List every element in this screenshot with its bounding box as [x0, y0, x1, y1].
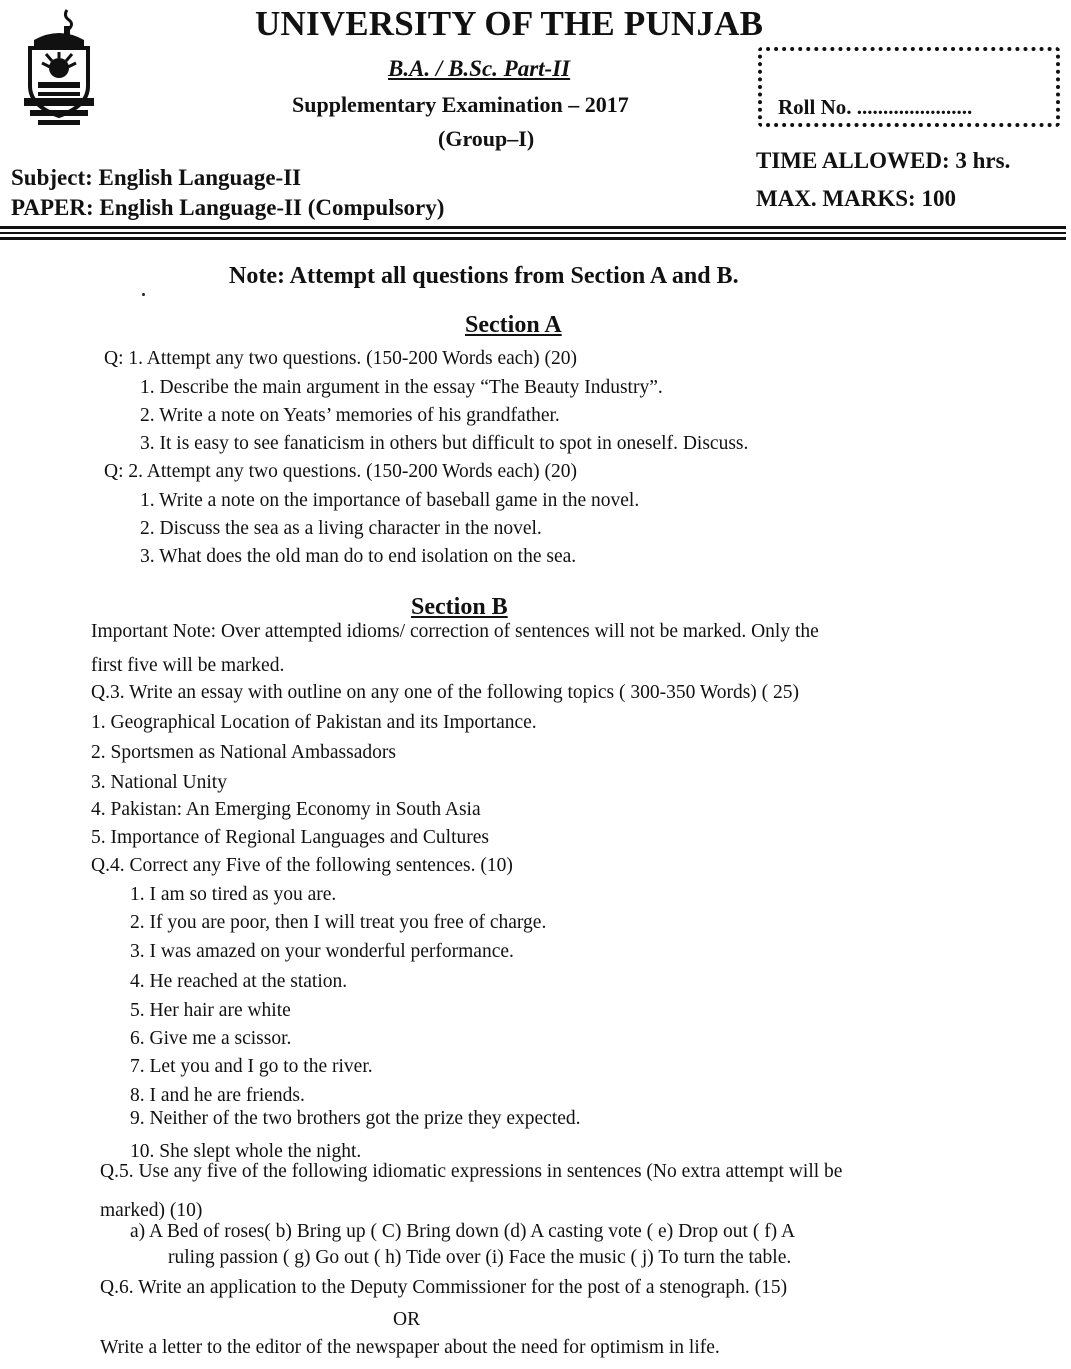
essay-topic: 3. National Unity [91, 772, 227, 793]
section-a-title: Section A [465, 312, 562, 338]
idioms-list-continued: ruling passion ( g) Go out ( h) Tide over (i) Face the music ( j) To turn the table. [168, 1247, 792, 1268]
roll-number-label: Roll No. ...................... [778, 95, 973, 119]
sentence-item: 3. I was amazed on your wonderful performance. [130, 941, 514, 962]
question-3: Q.3. Write an essay with outline on any one of the following topics ( 300-350 Words) ( 25) [91, 682, 800, 703]
sentence-item: 4. He reached at the station. [130, 971, 348, 992]
paper-label: PAPER: English Language-II (Compulsory) [11, 195, 445, 220]
or-separator: OR [393, 1309, 421, 1330]
question-5-continued: marked) (10) [100, 1200, 203, 1221]
exam-title: Supplementary Examination – 2017 [292, 92, 629, 117]
question-2-item: 3. What does the old man do to end isolation on the sea. [140, 546, 577, 567]
subject-label: Subject: English Language-II [11, 165, 302, 190]
question-1: Q: 1. Attempt any two questions. (150-200 Words each) (20) [104, 348, 578, 369]
sentence-item: 5. Her hair are white [130, 1000, 291, 1021]
essay-topic: 5. Importance of Regional Languages and Cultures [91, 827, 490, 848]
essay-topic: 4. Pakistan: An Emerging Economy in South Asia [91, 799, 481, 820]
important-note-continued: first five will be marked. [91, 655, 285, 676]
header-divider-bottom [0, 237, 1066, 240]
header-divider-middle [0, 232, 1066, 234]
sentence-item: 6. Give me a scissor. [130, 1028, 292, 1049]
group-label: (Group–I) [438, 126, 535, 151]
essay-topic: 1. Geographical Location of Pakistan and its Importance. [91, 712, 537, 733]
stray-mark [142, 293, 145, 296]
question-4: Q.4. Correct any Five of the following sentences. (10) [91, 855, 513, 876]
question-1-item: 3. It is easy to see fanaticism in others but difficult to spot in oneself. Discuss. [140, 433, 749, 454]
question-1-item: 2. Write a note on Yeats’ memories of his grandfather. [140, 405, 560, 426]
question-2-item: 2. Discuss the sea as a living character in the novel. [140, 518, 542, 539]
idioms-list: a) A Bed of roses( b) Bring up ( C) Bring down (d) A casting vote ( e) Drop out ( f) A [130, 1221, 796, 1242]
sentence-item: 8. I and he are friends. [130, 1085, 305, 1106]
question-6: Q.6. Write an application to the Deputy Commissioner for the post of a stenograph. (15) [100, 1277, 788, 1298]
university-name: UNIVERSITY OF THE PUNJAB [255, 4, 764, 43]
degree-title: B.A. / B.Sc. Part-II [388, 56, 571, 81]
question-6-alternative: Write a letter to the editor of the newspaper about the need for optimism in life. [100, 1337, 720, 1358]
question-5: Q.5. Use any five of the following idiomatic expressions in sentences (No extra attempt will be [100, 1161, 843, 1182]
university-crest-logo [20, 8, 98, 130]
sentence-item: 7. Let you and I go to the river. [130, 1056, 373, 1077]
exam-note: Note: Attempt all questions from Section A and B. [229, 263, 739, 289]
sentence-item: 9. Neither of the two brothers got the prize they expected. [130, 1108, 581, 1129]
sentence-item: 1. I am so tired as you are. [130, 884, 337, 905]
max-marks: MAX. MARKS: 100 [756, 186, 956, 211]
time-allowed: TIME ALLOWED: 3 hrs. [756, 148, 1011, 173]
essay-topic: 2. Sportsmen as National Ambassadors [91, 742, 396, 763]
sentence-item: 2. If you are poor, then I will treat you free of charge. [130, 912, 547, 933]
question-2-item: 1. Write a note on the importance of baseball game in the novel. [140, 490, 640, 511]
important-note: Important Note: Over attempted idioms/ correction of sentences will not be marked. Only the [91, 621, 819, 642]
question-1-item: 1. Describe the main argument in the essay “The Beauty Industry”. [140, 377, 663, 398]
sentence-item: 10. She slept whole the night. [130, 1141, 362, 1162]
question-2: Q: 2. Attempt any two questions. (150-200 Words each) (20) [104, 461, 578, 482]
section-b-title: Section B [411, 594, 508, 620]
header-divider-top [0, 226, 1066, 229]
